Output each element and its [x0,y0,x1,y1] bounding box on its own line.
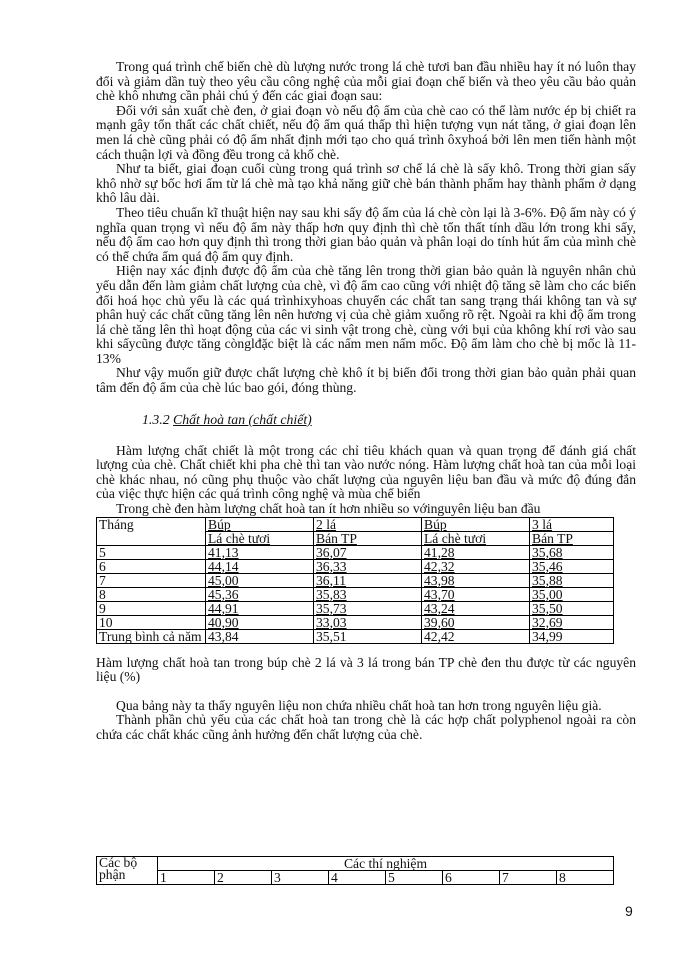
column-header: 3 [272,871,329,885]
table-cell: 40,90 [206,615,314,629]
table-cell: 44,91 [206,601,314,615]
table-cell: 9 [97,601,206,615]
table-cell: 43,70 [422,587,530,601]
table-cell: 41,13 [206,545,314,559]
header-cell: Lá chè tươi [206,531,314,545]
table-cell: 42,42 [422,629,530,643]
table-cell: 41,28 [422,545,530,559]
table-cell: 35,50 [530,601,614,615]
column-header: 8 [557,871,614,885]
column-header: 1 [158,871,215,885]
table-row [97,573,614,587]
table-cell: 35,68 [530,545,614,559]
paragraph: Thành phần chủ yếu của các chất hoà tan trong chè là các hợp chất polyphenol ngoài ra còn chứa các chất khác cũng ảnh hưởng đến chất lượng của chè. [96,712,636,742]
column-header: 7 [500,871,557,885]
table-header-row [97,531,614,545]
table-cell: 42,32 [422,559,530,573]
table-cell: 43,98 [422,573,530,587]
header-cell: Búp [206,517,314,531]
table-cell: 35,73 [314,601,422,615]
paragraph: Như vậy muốn giữ được chất lượng chè khô ít bị biến đổi trong thời gian bảo quản phải quan tâm đến độ ẩm của chè lúc bao gói, đóng thùng. [96,365,636,396]
group-header-cell: Các thí nghiệm [158,857,614,871]
corner-cell: Các bộ phận [97,857,158,885]
table-cell: 32,69 [530,615,614,629]
document-page [96,59,636,885]
header-cell: Bán TP [314,531,422,545]
table-row [97,559,614,573]
paragraph: Trong chè đen hàm lượng chất hoà tan ít hơn nhiều so vớinguyên liệu ban đầu [116,501,541,517]
table-cell: Trung bình cả năm [97,629,206,643]
column-header: 4 [329,871,386,885]
column-header: 6 [443,871,500,885]
table-cell: 33,03 [314,615,422,629]
header-cell [97,531,206,545]
table-cell: 34,99 [530,629,614,643]
header-cell: Bán TP [530,531,614,545]
paragraph: Trong quá trình chế biến chè dù lượng nước trong lá chè tươi ban đầu nhiều hay ít nó luôn thay đổi và giảm dần tuỳ theo yêu cầu công nghệ của mỗi giai đoạn chế biến và theo yêu cầu bảo quản chè khô nhưng cần phải chú ý đến các giai đoạn sau: [96,59,636,104]
table-cell: 35,51 [314,629,422,643]
soluble-content-table [96,517,614,644]
table-header-row [97,857,614,871]
table-cell: 35,46 [530,559,614,573]
table-cell: 36,07 [314,545,422,559]
table-row [97,545,614,559]
table-cell: 8 [97,587,206,601]
column-header: 2 [215,871,272,885]
table-row [97,629,614,643]
paragraph: Theo tiêu chuẩn kĩ thuật hiện nay sau khi sấy độ ẩm của lá chè còn lại là 3-6%. Độ ẩm này có ý nghĩa quan trọng vì nếu độ ẩm này thấp hơn quy định thì chè tổn thất tính dầu lớn trong khi sấy, nếu độ ẩm cao hơn quy định thì trong thời gian bảo quản và phân loại do tính hút ẩm của mình chè có thể chứa ẩm quá độ ẩm quy định. [96,204,636,264]
table-cell: 35,00 [530,587,614,601]
table-cell: 43,84 [206,629,314,643]
table-cell: 7 [97,573,206,587]
table-cell: 43,24 [422,601,530,615]
table-row [97,615,614,629]
header-cell: 2 lá [314,517,422,531]
table-cell: 36,33 [314,559,422,573]
paragraph: Đối với sản xuất chè đen, ở giai đoạn vò nếu độ ẩm của chè cao có thể làm nước ép bị chiết ra mạnh gây tổn thất các chất chiết, nếu độ ẩm quá thấp thì hiện tượng vụn nát tăng, ở giai đoạn lên men lá chè cũng phải có độ ẩm nhất định mới tạo cho quá trình ôxyhoá bởi lên men tiến hành một cách thuận lợi và đồng đều trong cả khố chè. [96,102,636,162]
table-cell: 39,60 [422,615,530,629]
table-caption: Hàm lượng chất hoà tan trong búp chè 2 lá và 3 lá trong bán TP chè đen thu được từ các nguyên liệu (%) [96,654,636,685]
table-cell: 10 [97,615,206,629]
paragraph: Như ta biết, giai đoạn cuối cùng trong quá trình sơ chế lá chè là sấy khô. Trong thời gian sấy khô nhờ sự bốc hơi ẩm từ lá chè mà tạo khả năng giữ chè bán thành phẩm hay thành phẩm ở dạng khô lâu dài. [96,161,636,206]
section-number: 1.3.2 [142,411,170,427]
table-cell: 35,88 [530,573,614,587]
table-row [97,587,614,601]
page-number: 9 [625,903,633,919]
table-header-row [97,871,614,885]
table-cell: 6 [97,559,206,573]
table-cell: 36,11 [314,573,422,587]
paragraph: Qua bảng này ta thấy nguyên liệu non chứa nhiều chất hoà tan hơn trong nguyên liệu già. [116,697,602,713]
table-header-row [97,517,614,531]
column-header: 5 [386,871,443,885]
paragraph: Hàm lượng chất chiết là một trong các chỉ tiêu khách quan và quan trọng để đánh giá chất lượng của chè. Chất chiết khi pha chè thì tan vào nước nóng. Hàm lượng chất hoà tan của mỗi loại chè khác nhau, nó cũng phụ thuộc vào chất lượng của nguyên liệu ban đầu và mức độ đúng đắn của việc thực hiện các quá trình công nghệ và mùa chế biến [96,442,636,502]
header-cell: Tháng [97,517,206,531]
table-cell: 35,83 [314,587,422,601]
section-heading [96,410,636,430]
header-cell: 3 lá [530,517,614,531]
header-cell: Lá chè tươi [422,531,530,545]
table-cell: 45,00 [206,573,314,587]
table-cell: 45,36 [206,587,314,601]
paragraph: Hiện nay xác định được độ ẩm của chè tăng lên trong thời gian bảo quản là nguyên nhân chủ yếu dẫn đến làm giảm chất lượng của chè, vì độ ẩm cao cũng với nhiệt độ tăng sẽ làm cho các biến đổi hoá học chủ yếu là các quá trìnhixyhoas chuyển các chất tan sang trạng thái không tan và sự phân huỷ các chất cũng tăng lên nên hương vị của chè giảm xuống rõ rệt. Ngoài ra khi độ ẩm trong lá chè tăng lên thì hoạt động của các vi sinh vật trong chè, cùng với bụi của không khí rơi vào sau khi sấycũng được tăng cònglđặc biệt là các nấm men nấm mốc. Độ ẩm làm cho chè bị mốc là 11- 13% [96,263,636,366]
table-cell: 5 [97,545,206,559]
header-cell: Búp [422,517,530,531]
table-cell: 44,14 [206,559,314,573]
section-title: Chất hoà tan (chất chiết) [173,411,312,427]
table-row [97,601,614,615]
experiments-table [96,856,614,885]
